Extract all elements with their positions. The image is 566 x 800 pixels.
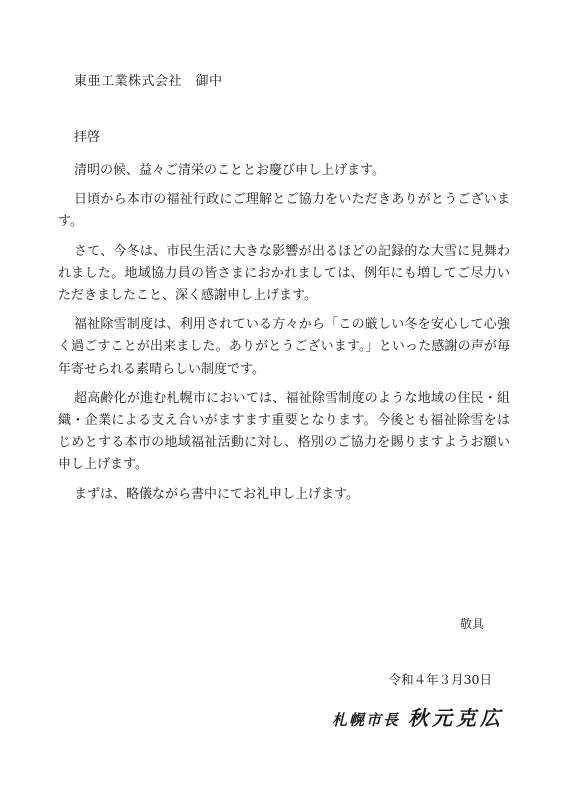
closing: 敬具 (459, 617, 484, 631)
letter-date: 令和４年３月30日 (388, 672, 492, 687)
signature (332, 702, 504, 731)
paragraph-request: 超高齢化が進む札幌市においては、福祉除雪制度のような地域の住民・組織・企業による支え合いがますます重要となります。今後とも福祉除雪をはじめとする本市の地域福祉活動に対し、格別のご協力を賜りますようお願い申し上げます。 (58, 390, 510, 473)
signature-name: 秋元克広 (408, 706, 504, 730)
paragraph-program: 福祉除雪制度は、利用されている方々から「この厳しい冬を安心して心強く過ごすことが出来ました。ありがとうございます。」といった感謝の声が毎年寄せられる素晴らしい制度です。 (58, 317, 510, 377)
paragraph-snowfall: さて、今冬は、市民生活に大きな影響が出るほどの記録的な大雪に見舞われました。地域協力員の皆さまにおかれましては、例年にも増してご尽力いただきましたこと、深く感謝申し上げます。 (58, 243, 510, 304)
addressee: 東亜工業株式会社 御中 (74, 74, 223, 89)
signature-title: 札幌市長 (331, 711, 400, 729)
salutation: 拝啓 (74, 130, 101, 145)
paragraph-greeting: 清明の候、益々ご清栄のこととお慶び申し上げます。 (74, 163, 385, 178)
letter-body (58, 160, 510, 513)
paragraph-closing-remark: まずは、略儀ながら書中にてお礼申し上げます。 (74, 486, 359, 502)
paragraph-thanks: 日頃から本市の福祉行政にご理解とご協力をいただきありがとうございます。 (58, 192, 510, 230)
